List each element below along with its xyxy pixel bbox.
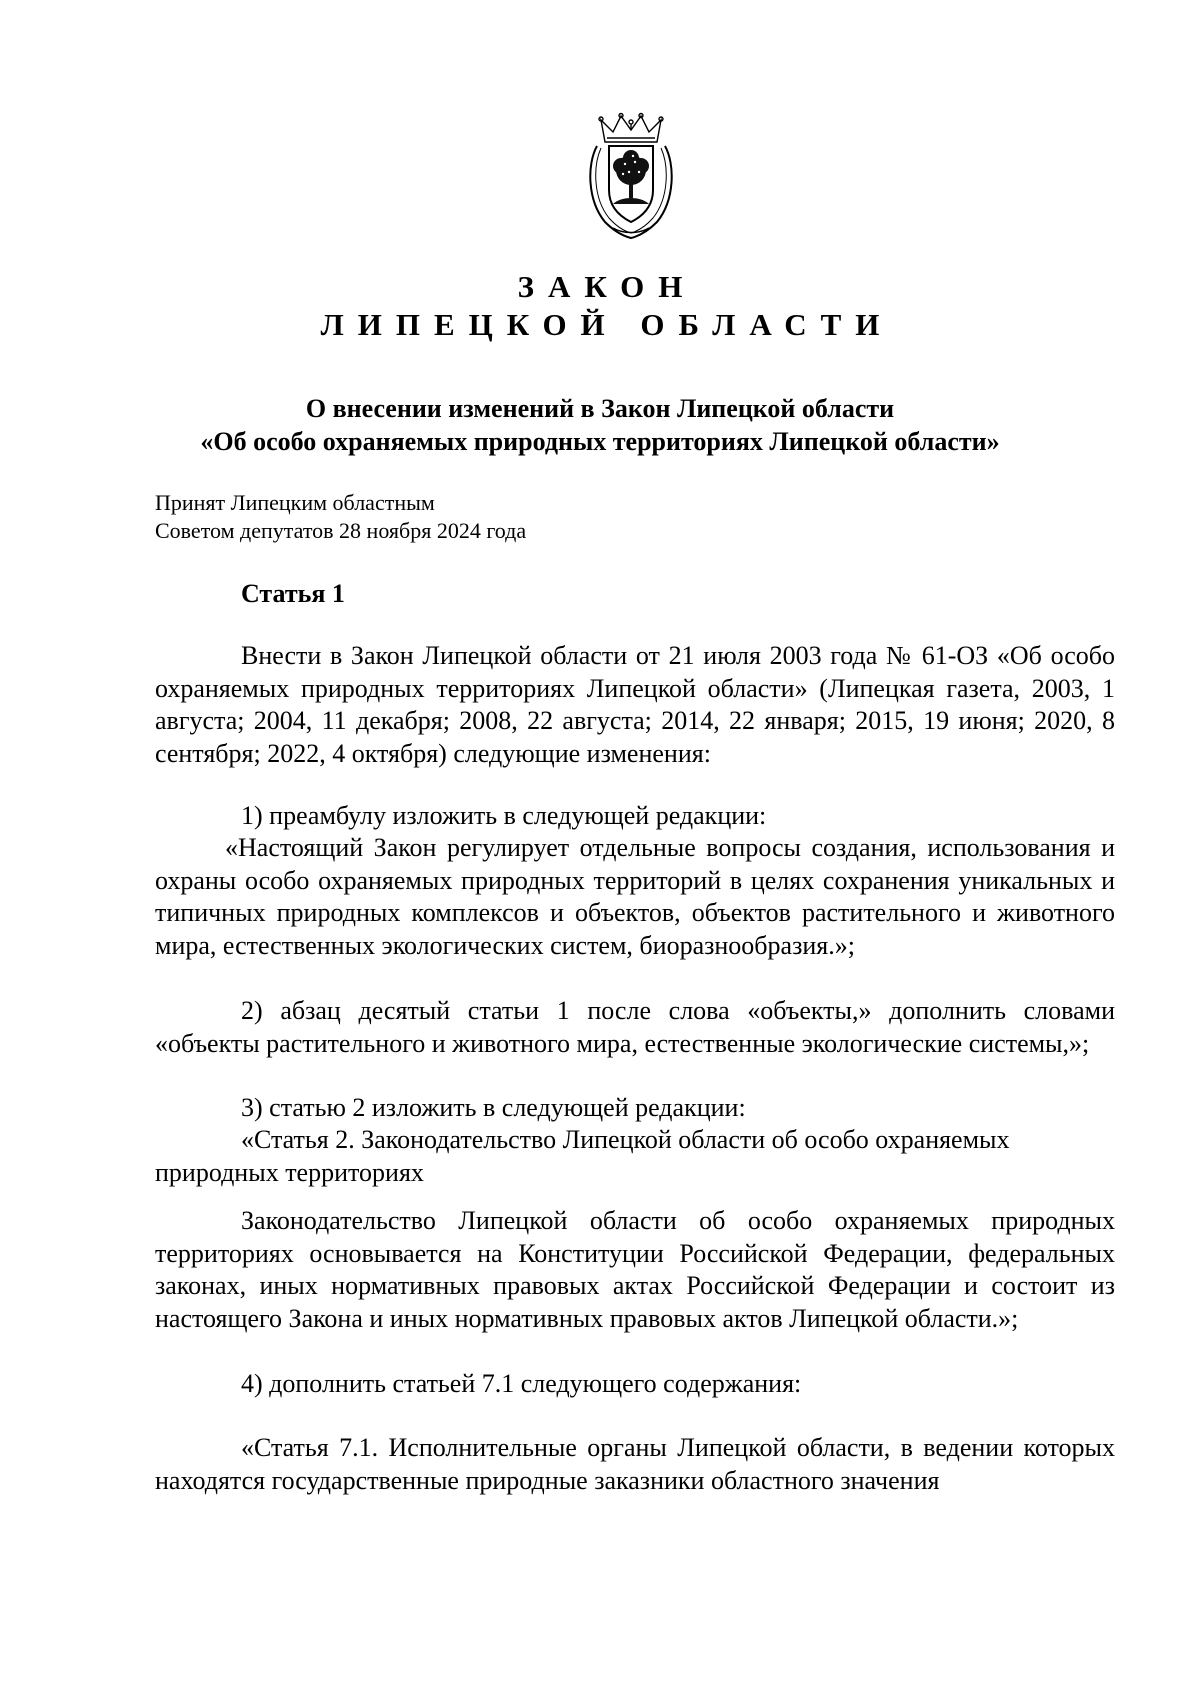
item-3-article-title: «Статья 2. Законодательство Липецкой области об особо охраняемых природных территориях (155, 1125, 1010, 1187)
law-title-line2: ЛИПЕЦКОЙ ОБЛАСТИ (320, 307, 894, 342)
law-subject-line1: О внесении изменений в Закон Липецкой области (305, 394, 895, 423)
article-1-heading: Статья 1 (241, 579, 345, 608)
law-title-line1: ЗАКОН (517, 269, 697, 304)
item-4-article-title: «Статья 7.1. Исполнительные органы Липецкой области, в ведении которых находятся государственные природные заказники областного значения (155, 1433, 1115, 1495)
item-3-text: Законодательство Липецкой области об особо охраняемых природных территориях основывается на Конституции Российской Федерации, федеральных законах, иных нормативных правовых актах Российской Федерации и состоит из настоящего Закона и иных нормативных правовых актов Липецкой области.»; (155, 1206, 1115, 1333)
adopted-note-line1: Принят Липецким областным (155, 490, 435, 515)
article-1-intro: Внести в Закон Липецкой области от 21 июля 2003 года № 61-ОЗ «Об особо охраняемых природных территориях Липецкой области» (Липецкая газета, 2003, 1 августа; 2004, 11 декабря; 2008, 22 августа; 2014, 22 января; 2015, 19 июня; 2020, 8 сентября; 2022, 4 октября) следующие изменения: (155, 641, 1115, 768)
item-3-head: 3) статью 2 изложить в следующей редакции: (241, 1093, 746, 1122)
lipetsk-oblast-coat-of-arms-icon (583, 112, 679, 240)
item-4-head: 4) дополнить статьей 7.1 следующего содержания: (241, 1369, 802, 1398)
item-2-text: 2) абзац десятый статьи 1 после слова «объекты,» дополнить словами «объекты растительного и животного мира, естественные экологические системы,»; (155, 996, 1115, 1058)
item-1-text: «Настоящий Закон регулирует отдельные вопросы создания, использования и охраны особо охраняемых природных территорий в целях сохранения уникальных и типичных природных комплексов и объектов, объектов растительного и животного мира, естественных экологических систем, биоразнообразия.»; (155, 833, 1115, 960)
adopted-note-line2: Советом депутатов 28 ноября 2024 года (155, 518, 527, 543)
law-subject-line2: «Об особо охраняемых природных территориях Липецкой области» (200, 427, 1000, 456)
item-1-head: 1) преамбулу изложить в следующей редакции: (241, 801, 767, 830)
